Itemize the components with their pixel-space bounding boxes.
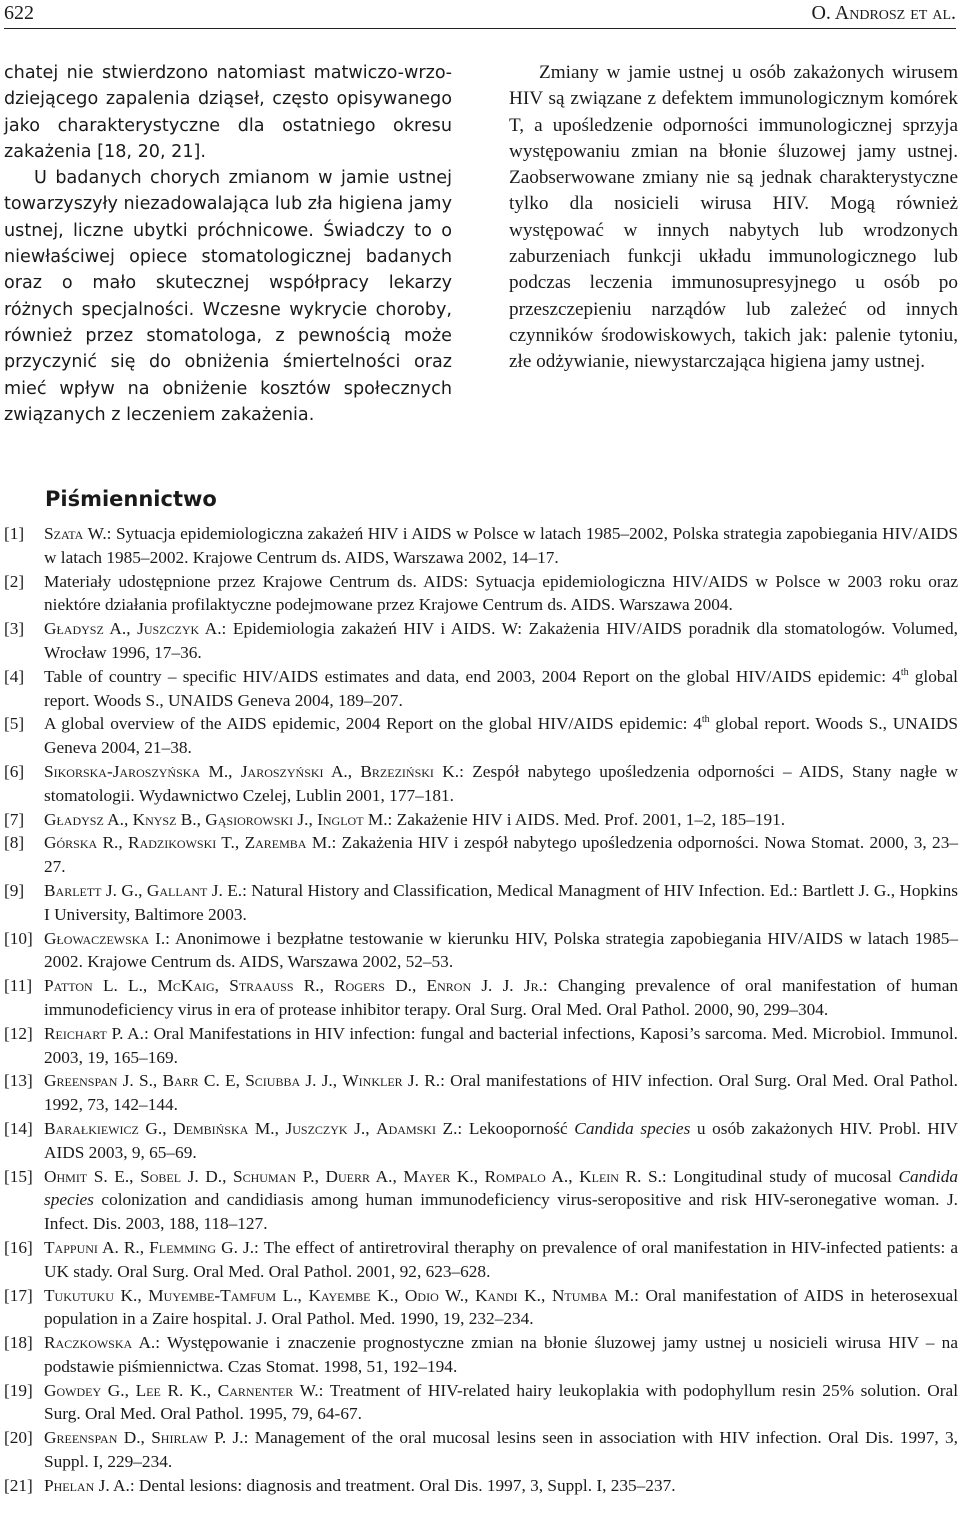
reference-number: [21] xyxy=(4,1475,33,1495)
paragraph: chatej nie stwierdzono natomiast matwiczo-wrzodziejącego zapalenia dziąseł, często opisywanego jako charakterystyczne dla ostatniego okresu zakażenia [18, 20, 21]. xyxy=(4,63,452,162)
reference-item xyxy=(4,570,958,618)
reference-text: Sikorska-Jaroszyńska M., Jaroszyński A., Brzeziński K.: Zespół nabytego upośledzenia odporności – AIDS, Stany nagłe w stomatologii. Wydawnictwo Czelej, Lublin 2001, 177–181. xyxy=(44,761,958,805)
reference-text: Głowaczewska I.: Anonimowe i bezpłatne testowanie w kierunku HIV, Polska strategia zapobiegania HIV/AIDS w latach 1985–2002. Krajowe Centrum ds. AIDS, Warszawa 2002, 52–53. xyxy=(44,928,958,972)
reference-number: [9] xyxy=(4,880,25,900)
reference-text: Patton L. L., McKaig, Straauss R., Rogers D., Enron J. J. Jr.: Changing prevalence of oral manifestation of human immunodeficiency virus in era of protease inhibitor terapy. Oral Surg. Oral Med. Oral Pathol. 2000, 90, 299–304. xyxy=(44,976,959,1019)
reference-text: Greenspan D., Shirlaw P. J.: Management of the oral mucosal lesins seen in association with HIV infection. Oral Dis. 1997, 3, Suppl. I, 229–234. xyxy=(44,1428,958,1472)
reference-number: [13] xyxy=(4,1071,33,1091)
reference-text: Phelan J. A.: Dental lesions: diagnosis and treatment. Oral Dis. 1997, 3, Suppl. I, 235–237. xyxy=(44,1475,676,1495)
reference-number: [4] xyxy=(4,666,25,686)
reference-item xyxy=(4,808,958,832)
reference-number: [16] xyxy=(4,1237,33,1257)
reference-text: Barlett J. G., Gallant J. E.: Natural History and Classification, Medical Managment of HIV Infection. Ed.: Bartlett J. G., Hopkins I University, Baltimore 2003. xyxy=(44,880,958,924)
reference-item xyxy=(4,522,958,570)
reference-item xyxy=(4,1165,958,1236)
reference-number: [1] xyxy=(4,524,25,543)
reference-text: Górska R., Radzikowski T., Zaremba M.: Zakażenia HIV i zespół nabytego upośledzenia odporności. Nowa Stomat. 2000, 3, 23–27. xyxy=(44,833,958,877)
reference-text: Gładysz A., Knysz B., Gąsiorowski J., Inglot M.: Zakażenie HIV i AIDS. Med. Prof. 2001, 1–2, 185–191. xyxy=(44,809,786,829)
running-author: O. Androsz et al. xyxy=(811,2,956,24)
reference-number: [6] xyxy=(4,761,25,781)
reference-text: Szata W.: Sytuacja epidemiologiczna zakażeń HIV i AIDS w Polsce w latach 1985–2002, Polska strategia zapobiegania HIV/AIDS w latach 1985–2002. Krajowe Centrum ds. AIDS, Warszawa 2002, 14–17. xyxy=(44,524,958,567)
paragraph: U badanych chorych zmianom w jamie ustnej towarzyszyły niezadowalająca lub zła higiena jamy ustnej, liczne ubytki próchnicowe. Świadczy to o niewłaściwej opiece stomatologicznej badanych oraz o mało skutecznej współpracy lekarzy różnych specjalności. Wczesne wykrycie choroby, również przez stomatologa, z pewnością może przyczynić się do obniżenia śmiertelności oraz mieć wpływ na obniżenie kosztów społecznych związanych z leczeniem zakażenia. xyxy=(4,168,452,425)
reference-list xyxy=(4,522,958,1498)
reference-text: A global overview of the AIDS epidemic, 2004 Report on the global HIV/AIDS epidemic: 4th global report. Woods S., UNAIDS Geneva 2004, 21–38. xyxy=(44,714,958,758)
reference-number: [3] xyxy=(4,619,25,639)
references-heading: Piśmiennictwo xyxy=(45,487,217,511)
reference-item xyxy=(4,974,958,1022)
reference-number: [11] xyxy=(4,976,33,996)
reference-item xyxy=(4,712,958,760)
reference-item xyxy=(4,1069,958,1117)
reference-item xyxy=(4,927,958,975)
paragraph: Zmiany w jamie ustnej u osób zakażonych wirusem HIV są związane z defektem immunologicznym komórek T, a upośledzenie odporności immunologicznej sprzyja występowaniu zmian na błonie śluzowej jamy ustnej. Zaobserwowane zmiany nie są jednak charakterystyczne tylko dla nosicieli wirusa HIV. Mogą również występować w innych nabytych lub wrodzonych zaburzeniach funkcji układu immunologicznego lub podczas leczenia immunosupresyjnego u osób po przeszczepieniu narządów lub zależeć od innych czynników środowiskowych, takich jak: palenie tytoniu, złe odżywianie, niewystarczająca higiena jamy ustnej. xyxy=(509,62,958,373)
reference-item xyxy=(4,665,958,713)
reference-number: [10] xyxy=(4,928,33,948)
reference-item xyxy=(4,617,958,665)
reference-text: Tappuni A. R., Flemming G. J.: The effect of antiretroviral theraphy on prevalence of oral manifestation in HIV-infected patients: a UK stady. Oral Surg. Oral Med. Oral Pathol. 2001, 92, 623–628. xyxy=(44,1237,958,1281)
reference-number: [12] xyxy=(4,1023,33,1043)
reference-text: Materiały udostępnione przez Krajowe Centrum ds. AIDS: Sytuacja epidemiologiczna HIV/AIDS w Polsce w 2003 roku oraz niektóre działania profilaktyczne podejmowane przez Krajowe Centrum ds. AIDS. Warszawa 2004. xyxy=(44,571,958,615)
reference-item xyxy=(4,879,958,927)
reference-item xyxy=(4,1117,958,1165)
reference-item xyxy=(4,1379,958,1427)
reference-text: Tukutuku K., Muyembe-Tamfum L., Kayembe K., Odio W., Kandi K., Ntumba M.: Oral manifestation of AIDS in heterosexual population in a Zaire hospital. J. Oral Pathol. Med. 1990, 19, 232–234. xyxy=(44,1285,959,1329)
reference-number: [7] xyxy=(4,809,25,829)
reference-text: Gowdey G., Lee R. K., Carnenter W.: Treatment of HIV-related hairy leukoplakia with podophyllum resin 25% solution. Oral Surg. Oral Med. Oral Pathol. 1995, 79, 64-67. xyxy=(44,1380,959,1424)
body-column-left xyxy=(4,60,452,428)
reference-item xyxy=(4,760,958,808)
reference-item xyxy=(4,1236,958,1284)
reference-text: Raczkowska A.: Występowanie i znaczenie prognostyczne zmian na błonie śluzowej jamy ustnej u nosicieli wirusa HIV – na podstawie piśmiennictwa. Czas Stomat. 1998, 51, 192–194. xyxy=(44,1333,958,1376)
reference-text: Greenspan J. S., Barr C. E, Sciubba J. J., Winkler J. R.: Oral manifestations of HIV infection. Oral Surg. Oral Med. Oral Pathol. 1992, 73, 142–144. xyxy=(44,1071,959,1115)
reference-text: Gładysz A., Juszczyk A.: Epidemiologia zakażeń HIV i AIDS. W: Zakażenia HIV/AIDS poradnik dla stomatologów. Volumed, Wrocław 1996, 17–36. xyxy=(44,619,958,662)
reference-number: [18] xyxy=(4,1333,33,1353)
page-number: 622 xyxy=(4,2,34,24)
reference-text: Ohmit S. E., Sobel J. D., Schuman P., Duerr A., Mayer K., Rompalo A., Klein R. S.: Longitudinal study of mucosal Candida species colonization and candidiasis among human immunodeficiency virus-seropositive and risk HIV-seronegative woman. J. Infect. Dis. 2003, 188, 118–127. xyxy=(44,1166,958,1234)
reference-item xyxy=(4,831,958,879)
reference-number: [2] xyxy=(4,571,25,591)
reference-item xyxy=(4,1426,958,1474)
reference-number: [8] xyxy=(4,833,25,853)
reference-number: [17] xyxy=(4,1285,33,1305)
reference-item xyxy=(4,1331,958,1379)
reference-item xyxy=(4,1474,958,1498)
reference-number: [15] xyxy=(4,1166,33,1186)
reference-number: [14] xyxy=(4,1118,33,1138)
running-header xyxy=(4,0,956,29)
reference-number: [19] xyxy=(4,1380,33,1400)
reference-number: [20] xyxy=(4,1428,33,1448)
reference-item xyxy=(4,1022,958,1070)
reference-text: Table of country – specific HIV/AIDS estimates and data, end 2003, 2004 Report on the global HIV/AIDS epidemic: 4th global report. Woods S., UNAIDS Geneva 2004, 189–207. xyxy=(44,666,958,710)
reference-item xyxy=(4,1284,958,1332)
reference-text: Reichart P. A.: Oral Manifestations in HIV infection: fungal and bacterial infections, Kaposi’s sarcoma. Med. Microbiol. Immunol. 2003, 19, 165–169. xyxy=(44,1023,958,1067)
body-column-right xyxy=(509,60,958,376)
reference-number: [5] xyxy=(4,714,25,734)
reference-text: Barałkiewicz G., Dembińska M., Juszczyk J., Adamski Z.: Lekooporność Candida species u osób zakażonych HIV. Probl. HIV AIDS 2003, 9, 65–69. xyxy=(44,1118,959,1162)
